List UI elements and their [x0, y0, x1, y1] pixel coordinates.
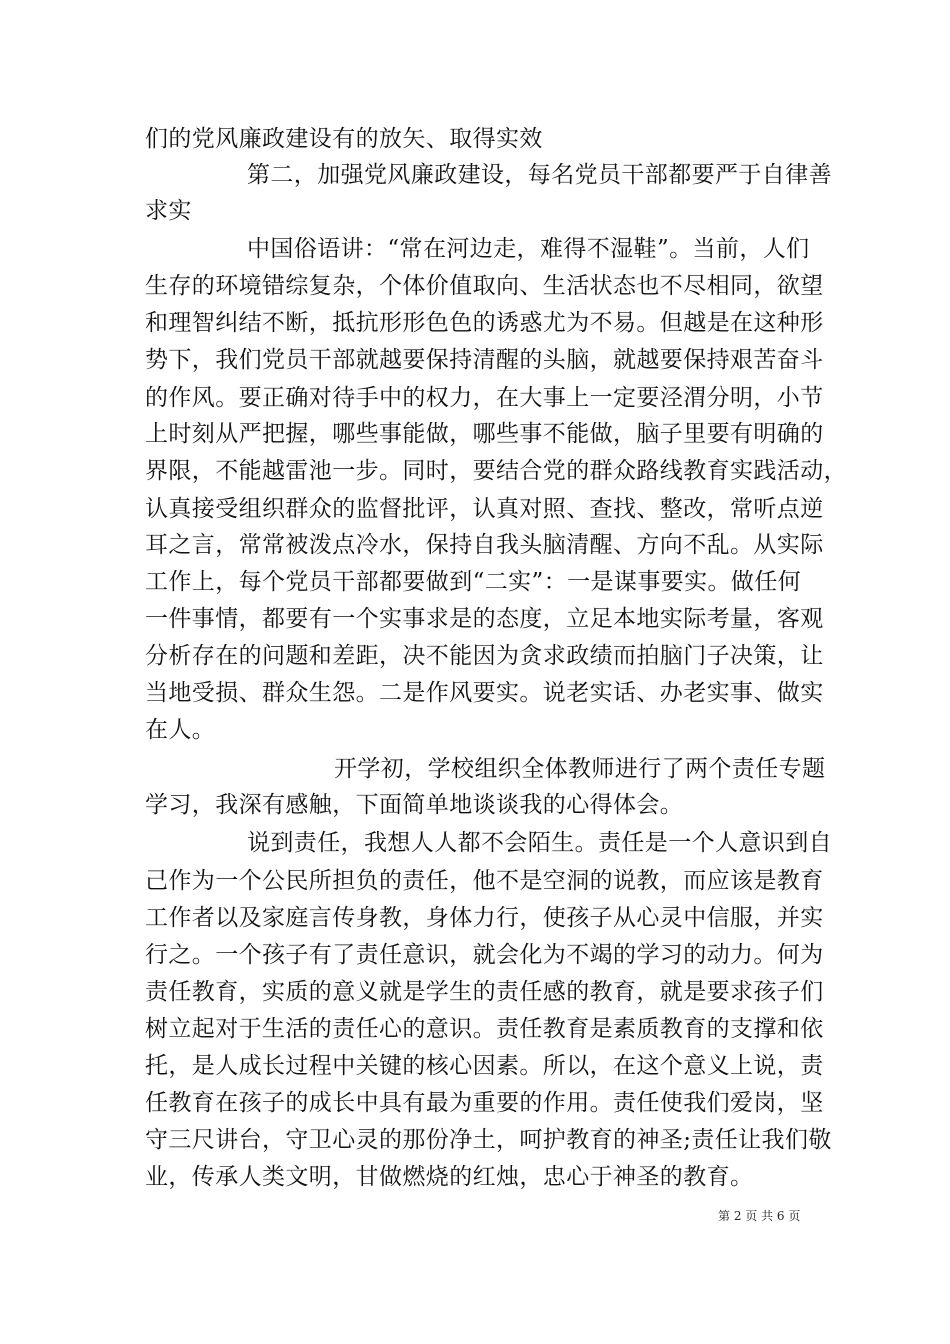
text-line: 分析存在的问题和差距，决不能因为贪求政绩而拍脑门子决策，让 [145, 643, 824, 669]
text-line: 己作为一个公民所担负的责任，他不是空洞的说教，而应该是教育 [145, 868, 824, 894]
text-line: 认真接受组织群众的监督批评，认真对照、查找、整改，常听点逆 [145, 496, 824, 522]
text-line: 责任教育，实质的意义就是学生的责任感的教育，就是要求孩子们 [145, 979, 824, 1005]
text-line: 上时刻从严把握，哪些事能做，哪些事不能做，脑子里要有明确的 [145, 421, 824, 447]
text-line: 学习，我深有感触，下面简单地谈谈我的心得体会。 [145, 792, 684, 818]
text-line: 守三尺讲台，守卫心灵的那份净土，呵护教育的神圣;责任让我们敬 [145, 1127, 832, 1153]
text-line: 的作风。要正确对待手中的权力，在大事上一定要泾渭分明，小节 [145, 385, 824, 411]
text-line: 托，是人成长过程中关键的核心因素。所以，在这个意义上说，责 [145, 1053, 824, 1079]
text-line: 在人。 [145, 717, 216, 743]
text-line: 和理智纠结不断，抵抗形形色色的诱惑尤为不易。但越是在这种形 [145, 310, 824, 336]
text-line: 工作者以及家庭言传身教，身体力行，使孩子从心灵中信服，并实 [145, 905, 824, 931]
text-line: 行之。一个孩子有了责任意识，就会化为不竭的学习的动力。何为 [145, 942, 824, 968]
paragraph-first-line: 中国俗语讲：“常在河边走，难得不湿鞋”。当前，人们 [247, 236, 810, 262]
text-line: 当地受损、群众生怨。二是作风要实。说老实话、办老实事、做实 [145, 680, 824, 706]
text-line: 界限，不能越雷池一步。同时，要结合党的群众路线教育实践活动， [145, 458, 847, 484]
text-line: 工作上，每个党员干部都要做到“二实”：一是谋事要实。做任何 [145, 569, 802, 595]
text-line: 们的党风廉政建设有的放矢、取得实效 [145, 126, 543, 152]
text-line: 树立起对于生活的责任心的意识。责任教育是素质教育的支撑和依 [145, 1016, 824, 1042]
text-line: 业，传承人类文明，甘做燃烧的红烛，忠心于神圣的教育。 [145, 1164, 754, 1190]
section-heading-line: 第二，加强党风廉政建设，每名党员干部都要严于自律善 [247, 162, 832, 188]
text-line: 势下，我们党员干部就越要保持清醒的头脑，就越要保持艰苦奋斗 [145, 347, 824, 373]
text-line: 生存的环境错综复杂，个体价值取向、生活状态也不尽相同，欲望 [145, 273, 824, 299]
text-line: 一件事情，都要有一个实事求是的态度，立足本地实际考量，客观 [145, 606, 824, 632]
text-line: 耳之言，常常被泼点冷水，保持自我头脑清醒、方向不乱。从实际 [145, 532, 824, 558]
text-line: 任教育在孩子的成长中具有最为重要的作用。责任使我们爱岗，坚 [145, 1090, 824, 1116]
paragraph-first-line: 开学初，学校组织全体教师进行了两个责任专题 [334, 756, 826, 782]
section-heading-line: 求实 [145, 198, 192, 224]
page-number-footer: 第 2 页 共 6 页 [718, 1209, 801, 1223]
paragraph-first-line: 说到责任，我想人人都不会陌生。责任是一个人意识到自 [247, 830, 832, 856]
